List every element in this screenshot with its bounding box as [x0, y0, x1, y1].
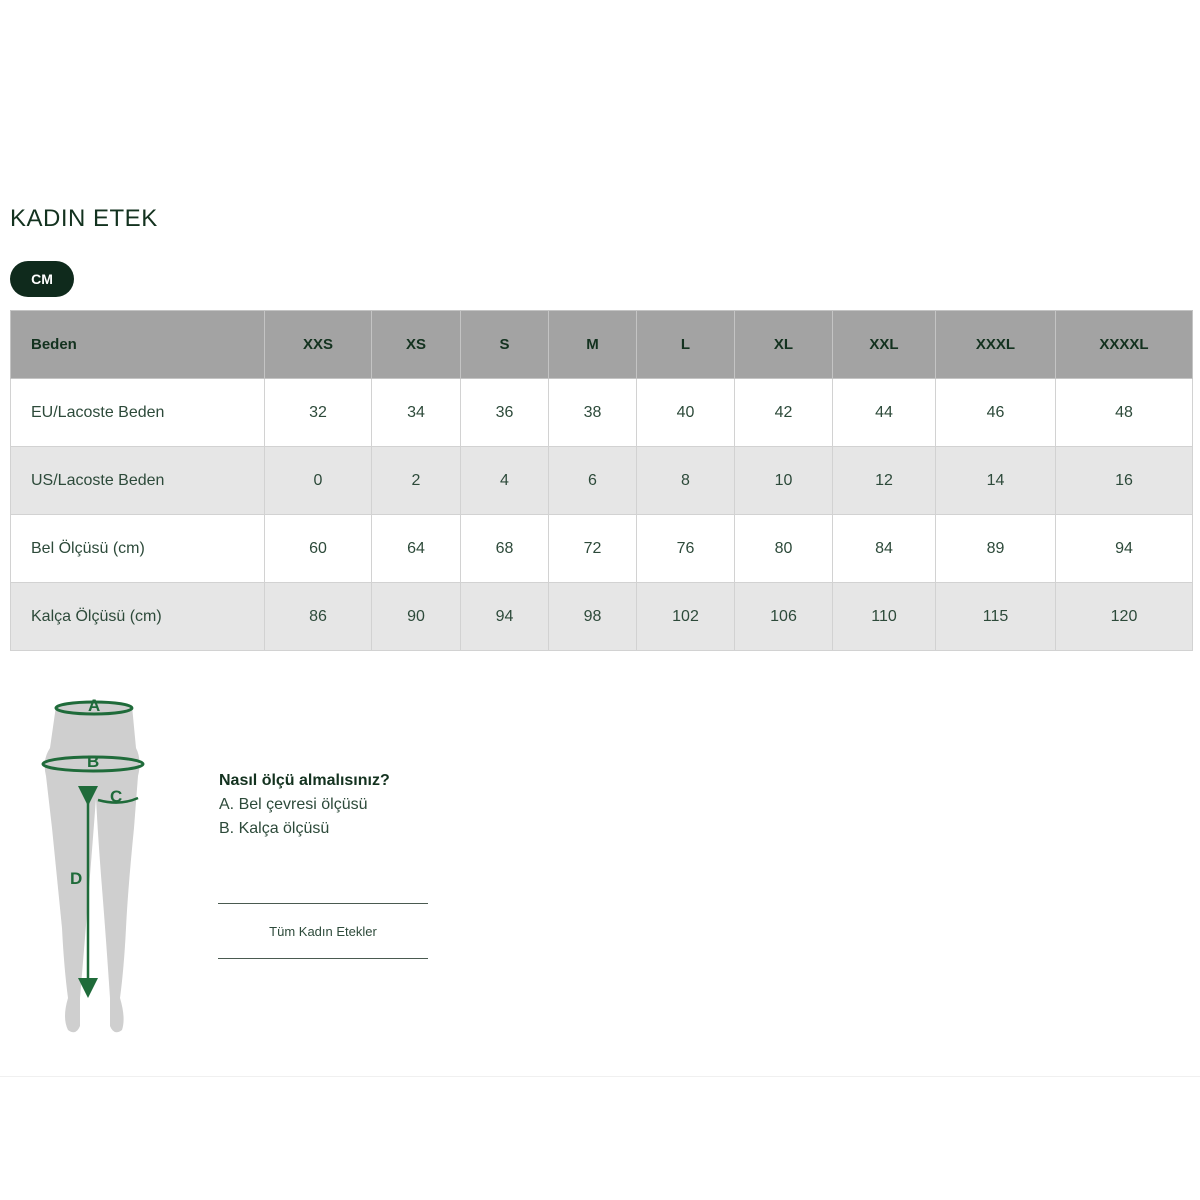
table-cell: 40	[637, 379, 735, 447]
table-header-cell: XXXXL	[1056, 311, 1193, 379]
table-header-cell: Beden	[11, 311, 265, 379]
table-cell: 90	[372, 583, 461, 651]
table-cell: 8	[637, 447, 735, 515]
table-cell: 44	[833, 379, 936, 447]
table-header-cell: S	[461, 311, 549, 379]
measurement-figure	[36, 688, 156, 1038]
table-cell: 106	[735, 583, 833, 651]
table-cell: 10	[735, 447, 833, 515]
row-label: Bel Ölçüsü (cm)	[11, 515, 265, 583]
table-header-row	[11, 311, 1193, 379]
table-cell: 16	[1056, 447, 1193, 515]
table-cell: 72	[549, 515, 637, 583]
row-label: EU/Lacoste Beden	[11, 379, 265, 447]
table-cell: 6	[549, 447, 637, 515]
table-row	[11, 447, 1193, 515]
how-to-measure-line-a: A. Bel çevresi ölçüsü	[219, 796, 368, 813]
table-cell: 89	[936, 515, 1056, 583]
row-label: US/Lacoste Beden	[11, 447, 265, 515]
table-cell: 94	[461, 583, 549, 651]
table-header-cell: XXL	[833, 311, 936, 379]
page-title: KADIN ETEK	[10, 205, 158, 232]
table-cell: 60	[265, 515, 372, 583]
table-header-cell: XXXL	[936, 311, 1056, 379]
table-cell: 102	[637, 583, 735, 651]
table-cell: 4	[461, 447, 549, 515]
table-cell: 120	[1056, 583, 1193, 651]
table-row	[11, 515, 1193, 583]
table-cell: 76	[637, 515, 735, 583]
all-women-skirts-link[interactable]: Tüm Kadın Etekler	[218, 903, 428, 959]
table-header-cell: XL	[735, 311, 833, 379]
table-cell: 34	[372, 379, 461, 447]
table-cell: 2	[372, 447, 461, 515]
table-cell: 84	[833, 515, 936, 583]
table-cell: 80	[735, 515, 833, 583]
table-row	[11, 583, 1193, 651]
body-silhouette	[45, 701, 140, 1032]
table-cell: 64	[372, 515, 461, 583]
how-to-measure-title: Nasıl ölçü almalısınız?	[219, 772, 390, 789]
table-cell: 14	[936, 447, 1056, 515]
size-table	[10, 310, 1193, 651]
row-label: Kalça Ölçüsü (cm)	[11, 583, 265, 651]
table-cell: 110	[833, 583, 936, 651]
table-cell: 32	[265, 379, 372, 447]
table-header-cell: XS	[372, 311, 461, 379]
label-a: A	[88, 696, 101, 715]
table-header-cell: XXS	[265, 311, 372, 379]
table-header-cell: L	[637, 311, 735, 379]
table-cell: 115	[936, 583, 1056, 651]
table-cell: 94	[1056, 515, 1193, 583]
table-cell: 46	[936, 379, 1056, 447]
table-cell: 0	[265, 447, 372, 515]
table-cell: 12	[833, 447, 936, 515]
table-cell: 86	[265, 583, 372, 651]
how-to-measure-line-b: B. Kalça ölçüsü	[219, 820, 330, 837]
table-cell: 48	[1056, 379, 1193, 447]
table-cell: 42	[735, 379, 833, 447]
how-to-measure	[219, 772, 479, 844]
table-row	[11, 379, 1193, 447]
table-cell: 36	[461, 379, 549, 447]
label-d: D	[70, 869, 83, 888]
table-cell: 68	[461, 515, 549, 583]
table-cell: 98	[549, 583, 637, 651]
table-header-cell: M	[549, 311, 637, 379]
table-cell: 38	[549, 379, 637, 447]
bottom-divider	[0, 1076, 1200, 1077]
label-b: B	[87, 752, 100, 771]
unit-toggle-cm[interactable]: CM	[10, 261, 74, 297]
label-c: C	[110, 787, 123, 806]
